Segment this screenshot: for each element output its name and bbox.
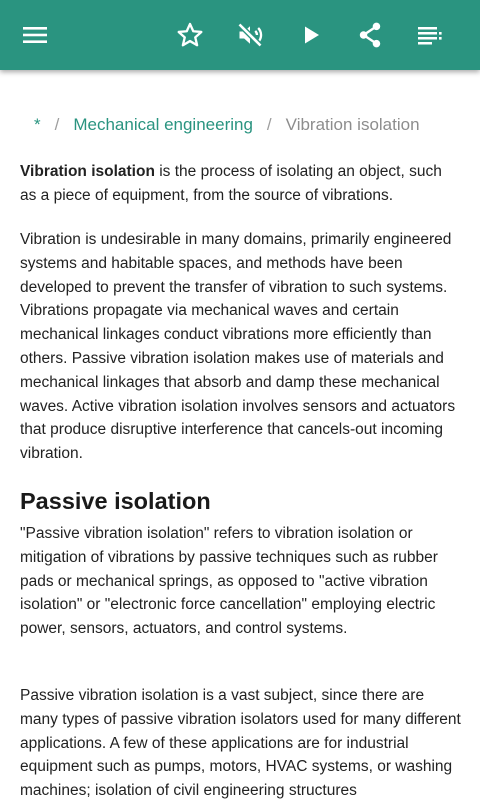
star-outline-icon — [176, 21, 204, 49]
bookmark-button[interactable] — [165, 10, 215, 60]
paragraph — [20, 684, 462, 803]
share-icon — [357, 21, 383, 49]
intro-paragraph — [20, 160, 462, 208]
breadcrumb-separator: / — [54, 115, 60, 134]
paragraph-text: "Passive vibration isolation" refers to vibration isolation or mitigation of vibrations by passive techniques such as rubber pads or mechanical springs, as opposed to "active vibration isolation" or "electronic force cancellation" employing electric power, sensors, actuators, and control systems. — [20, 525, 438, 638]
paragraph — [20, 522, 462, 641]
breadcrumb-separator: / — [266, 115, 272, 134]
intro-term: Vibration isolation — [20, 163, 155, 180]
paragraph-text: Vibration is undesirable in many domains, primarily engineered systems and habitable spaces, and methods have been developed to prevent the transfer of vibration to such systems. Vibrations propagate via mechanical waves and certain mechanical linkages conduct vibrations more efficiently than others. Passive vibration isolation makes use of materials and mechanical linkages that absorb and damp these mechanical waves. Active vibration isolation involves sensors and actuators that produce disruptive interference that cancels-out incoming vibration. — [20, 231, 456, 463]
share-button[interactable] — [345, 10, 395, 60]
menu-button[interactable] — [10, 10, 60, 60]
breadcrumb-current: Vibration isolation — [285, 115, 420, 134]
paragraph-text: Passive vibration isolation is a vast subject, since there are many types of passive vibration isolators used for many different applications. A few of these applications are for industrial equipment such as pumps, motors, HVAC systems, or washing machines; isolation of civil engineering structures — [20, 687, 461, 800]
volume-off-icon — [236, 21, 264, 49]
section-heading: Passive isolation — [20, 488, 211, 514]
play-button[interactable] — [286, 10, 336, 60]
breadcrumb-root-link[interactable]: * — [34, 115, 41, 134]
breadcrumb — [34, 114, 420, 136]
menu-icon — [22, 25, 48, 45]
playlist-icon — [417, 25, 443, 45]
mute-button[interactable] — [225, 10, 275, 60]
playlist-button[interactable] — [405, 10, 455, 60]
play-icon — [300, 24, 322, 46]
intro-text: is the process of isolating an object, such as a piece of equipment, from the source of vibrations. — [20, 163, 442, 204]
app-bar — [0, 0, 480, 70]
paragraph — [20, 228, 462, 466]
breadcrumb-parent-link[interactable]: Mechanical engineering — [73, 115, 253, 134]
